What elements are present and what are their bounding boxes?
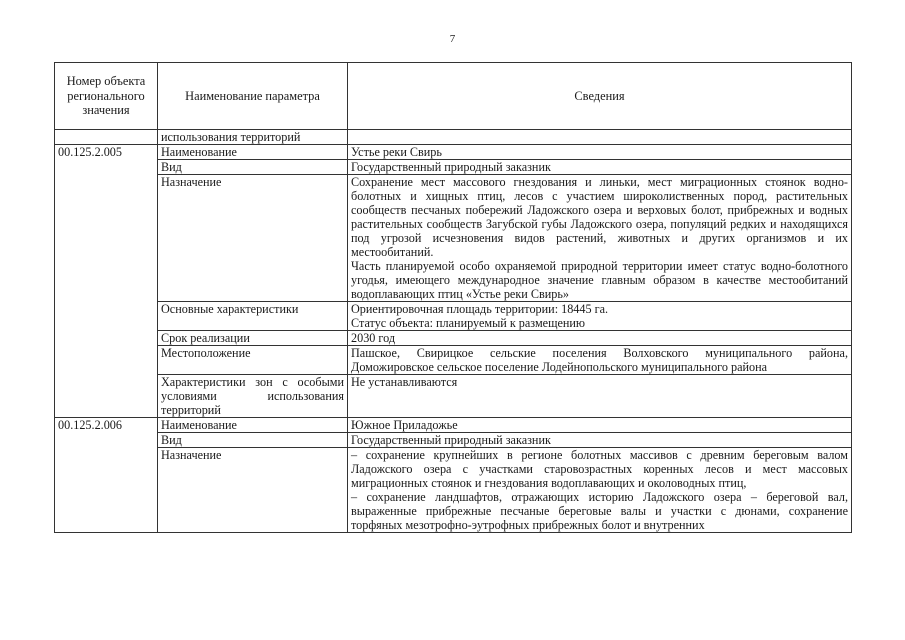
- param-cell: Местоположение: [158, 346, 348, 375]
- area-line: Ориентировочная площадь территории: 18445 га.: [351, 302, 609, 316]
- param-cell: Основные характеристики: [158, 302, 348, 331]
- value-cell: [348, 175, 852, 302]
- purpose-paragraph: Часть планируемой особо охраняемой природной территории имеет статус водно-болотного угодья, имеющего международное значение главным образом в качестве местообитаний водоплавающих птиц «Устье реки Свирь»: [351, 259, 848, 301]
- table-header-row: [55, 63, 852, 130]
- table-row: [55, 346, 852, 375]
- value-cell: Не устанавливаются: [348, 375, 852, 418]
- value-cell: Устье реки Свирь: [348, 145, 852, 160]
- table-row: [55, 145, 852, 160]
- object-number-cell: 00.125.2.006: [55, 418, 158, 533]
- param-cell: Характеристики зон с особыми условиями использования территорий: [158, 375, 348, 418]
- param-cell: Вид: [158, 160, 348, 175]
- table-row: [55, 331, 852, 346]
- page-number: 7: [449, 33, 456, 45]
- header-details: Сведения: [348, 63, 852, 130]
- purpose-paragraph: Сохранение мест массового гнездования и линьки, мест миграционных стоянок водно-болотных и хищных птиц, лесов с участием широколиственных пород, растительных сообществ песчаных побережий Ладожского озера и верховых болот, прибрежных и водных растительных сообществ Загубской губы Ладожского озера, популяций редких и находящихся под угрозой исчезновения видов растений, животных и других организмов и их местообитаний.: [351, 175, 848, 259]
- table-row: [55, 302, 852, 331]
- object-number-cell: [55, 130, 158, 145]
- param-cell: использования территорий: [158, 130, 348, 145]
- param-cell: Назначение: [158, 175, 348, 302]
- param-cell: Срок реализации: [158, 331, 348, 346]
- parameters-table: [54, 62, 852, 533]
- table-row: [55, 448, 852, 533]
- table-row: [55, 418, 852, 433]
- table-row: [55, 160, 852, 175]
- value-cell: 2030 год: [348, 331, 852, 346]
- value-cell: Южное Приладожье: [348, 418, 852, 433]
- value-cell: [348, 130, 852, 145]
- status-line: Статус объекта: планируемый к размещению: [351, 316, 586, 330]
- param-cell: Вид: [158, 433, 348, 448]
- value-cell: [348, 302, 852, 331]
- table-row: [55, 375, 852, 418]
- table-row: [55, 433, 852, 448]
- purpose-paragraph: – сохранение ландшафтов, отражающих историю Ладожского озера – береговой вал, выраженные прибрежные песчаные береговые валы и участки с дюнами, сохранение торфяных мезотрофно-эутрофных прибрежных болот и внутренних: [351, 490, 848, 532]
- value-cell: [348, 448, 852, 533]
- param-cell: Наименование: [158, 145, 348, 160]
- object-number-cell: 00.125.2.005: [55, 145, 158, 418]
- table-row: [55, 130, 852, 145]
- value-cell: Государственный природный заказник: [348, 160, 852, 175]
- value-cell: Государственный природный заказник: [348, 433, 852, 448]
- param-cell: Назначение: [158, 448, 348, 533]
- header-object-number: Номер объекта регионального значения: [55, 63, 158, 130]
- purpose-paragraph: – сохранение крупнейших в регионе болотных массивов с древним береговым валом Ладожского озера с участками старовозрастных коренных лесов и мест массовых миграционных стоянок и гнездования водоплавающих и околоводных птиц,: [351, 448, 848, 490]
- header-parameter-name: Наименование параметра: [158, 63, 348, 130]
- param-cell: Наименование: [158, 418, 348, 433]
- table-row: [55, 175, 852, 302]
- value-cell: Пашское, Свирицкое сельские поселения Волховского муниципального района, Доможировское сельское поселение Лодейнопольского муниципального района: [348, 346, 852, 375]
